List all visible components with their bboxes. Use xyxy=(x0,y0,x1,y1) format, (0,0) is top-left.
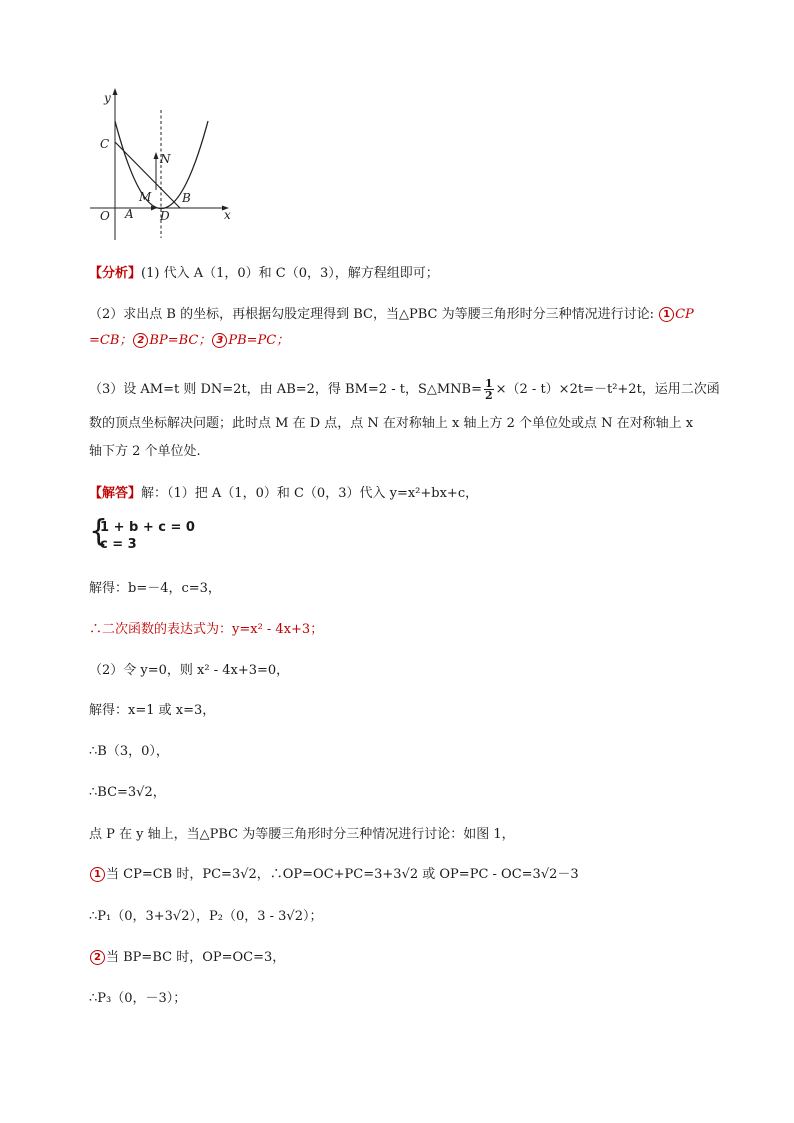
label-o: O xyxy=(100,209,110,223)
analysis-p1: (1) 代入 A（1，0）和 C（0，3），解方程组即可； xyxy=(141,266,439,281)
arrow-n-head xyxy=(154,152,159,159)
solution-l11: 当 BP=BC 时，OP=OC=3， xyxy=(106,950,286,965)
solution-line-6 xyxy=(89,742,169,762)
analysis-line-3 xyxy=(89,331,289,351)
parabola-figure xyxy=(88,86,248,246)
solution-line-10 xyxy=(89,907,322,927)
solution-line-9 xyxy=(89,865,579,885)
label-b: B xyxy=(182,191,191,205)
fraction-one-half xyxy=(484,378,494,401)
label-d: D xyxy=(160,209,170,223)
solution-line-12 xyxy=(89,989,186,1009)
analysis-p2-t1: CP xyxy=(675,307,694,322)
solution-l7: ∴BC=3√2， xyxy=(89,785,166,800)
analysis-p3-d: 轴下方 2 个单位处. xyxy=(89,444,201,459)
solution-l4: （2）令 y=0，则 x² - 4x+3=0， xyxy=(89,663,290,678)
circled-number-2: 2 xyxy=(133,333,148,348)
solution-line-8 xyxy=(89,825,515,845)
solution-l12: ∴P₃（0，－3）； xyxy=(89,991,187,1006)
label-c: C xyxy=(100,137,110,151)
analysis-p3-c: 数的顶点坐标解决问题；此时点 M 在 D 点，点 N 在对称轴上 x 轴上方 2 个单位处或点 N 在对称轴上 x xyxy=(89,416,694,431)
solution-line-3 xyxy=(89,620,323,640)
label-x: x xyxy=(224,208,231,222)
solution-l1: 解：（1）把 A（1，0）和 C（0，3）代入 y=x²+bx+c， xyxy=(141,486,479,501)
circled-number-1: 1 xyxy=(659,307,674,322)
solution-line-11 xyxy=(89,948,285,968)
analysis-p2-t3: PB=PC； xyxy=(228,333,290,348)
fraction-denominator: 2 xyxy=(484,389,493,402)
analysis-line-5 xyxy=(89,414,693,434)
solution-line-4 xyxy=(89,661,289,681)
solution-l9: 当 CP=CB 时，PC=3√2，∴OP=OC+PC=3+3√2 或 OP=PC - OC=3√2－3 xyxy=(106,867,579,882)
label-y: y xyxy=(104,91,111,105)
solution-l5: 解得：x=1 或 x=3， xyxy=(89,703,216,718)
analysis-line-2 xyxy=(89,305,694,325)
solution-l2: 解得：b=－4，c=3， xyxy=(89,581,221,596)
solution-line-2 xyxy=(89,579,221,599)
analysis-p3-a: （3）设 AM=t 则 DN=2t，由 AB=2，得 BM=2 - t，S△MNB= xyxy=(89,382,482,397)
solution-line-1 xyxy=(89,484,478,504)
analysis-p3-b: ×（2 - t）×2t=－t²+2t，运用二次函 xyxy=(495,382,720,397)
analysis-tag: 【分析】 xyxy=(89,266,142,281)
y-axis-arrow xyxy=(113,88,118,95)
circled-number-3: 3 xyxy=(212,333,227,348)
solution-l10: ∴P₁（0，3+3√2），P₂（0，3 - 3√2）； xyxy=(89,909,323,924)
analysis-p2-b: =CB； xyxy=(89,333,133,348)
system-eq-2: c = 3 xyxy=(100,537,137,552)
analysis-line-1 xyxy=(89,264,439,284)
analysis-line-4 xyxy=(89,378,720,401)
analysis-p2-a: （2）求出点 B 的坐标，再根据勾股定理得到 BC，当△PBC 为等腰三角形时分三种情况进行讨论: xyxy=(89,307,654,322)
solution-l8: 点 P 在 y 轴上，当△PBC 为等腰三角形时分三种情况进行讨论：如图 1， xyxy=(89,827,515,842)
solution-l6: ∴B（3，0）， xyxy=(89,744,169,759)
label-a: A xyxy=(125,207,134,221)
analysis-line-6 xyxy=(89,442,201,462)
solution-line-5 xyxy=(89,701,215,721)
system-brace: { xyxy=(89,514,109,549)
system-eq-1: 1 + b + c = 0 xyxy=(100,520,195,535)
solution-l3: ∴二次函数的表达式为：y=x² - 4x+3； xyxy=(89,622,324,637)
circled-number-case-2: 2 xyxy=(90,950,105,965)
label-n: N xyxy=(160,152,171,166)
label-m: M xyxy=(139,190,152,204)
circled-number-case-1: 1 xyxy=(90,867,105,882)
fraction-numerator: 1 xyxy=(484,377,493,390)
solution-line-7 xyxy=(89,783,166,803)
analysis-p2-t2: BP=BC； xyxy=(149,333,212,348)
solution-tag: 【解答】 xyxy=(89,486,142,501)
